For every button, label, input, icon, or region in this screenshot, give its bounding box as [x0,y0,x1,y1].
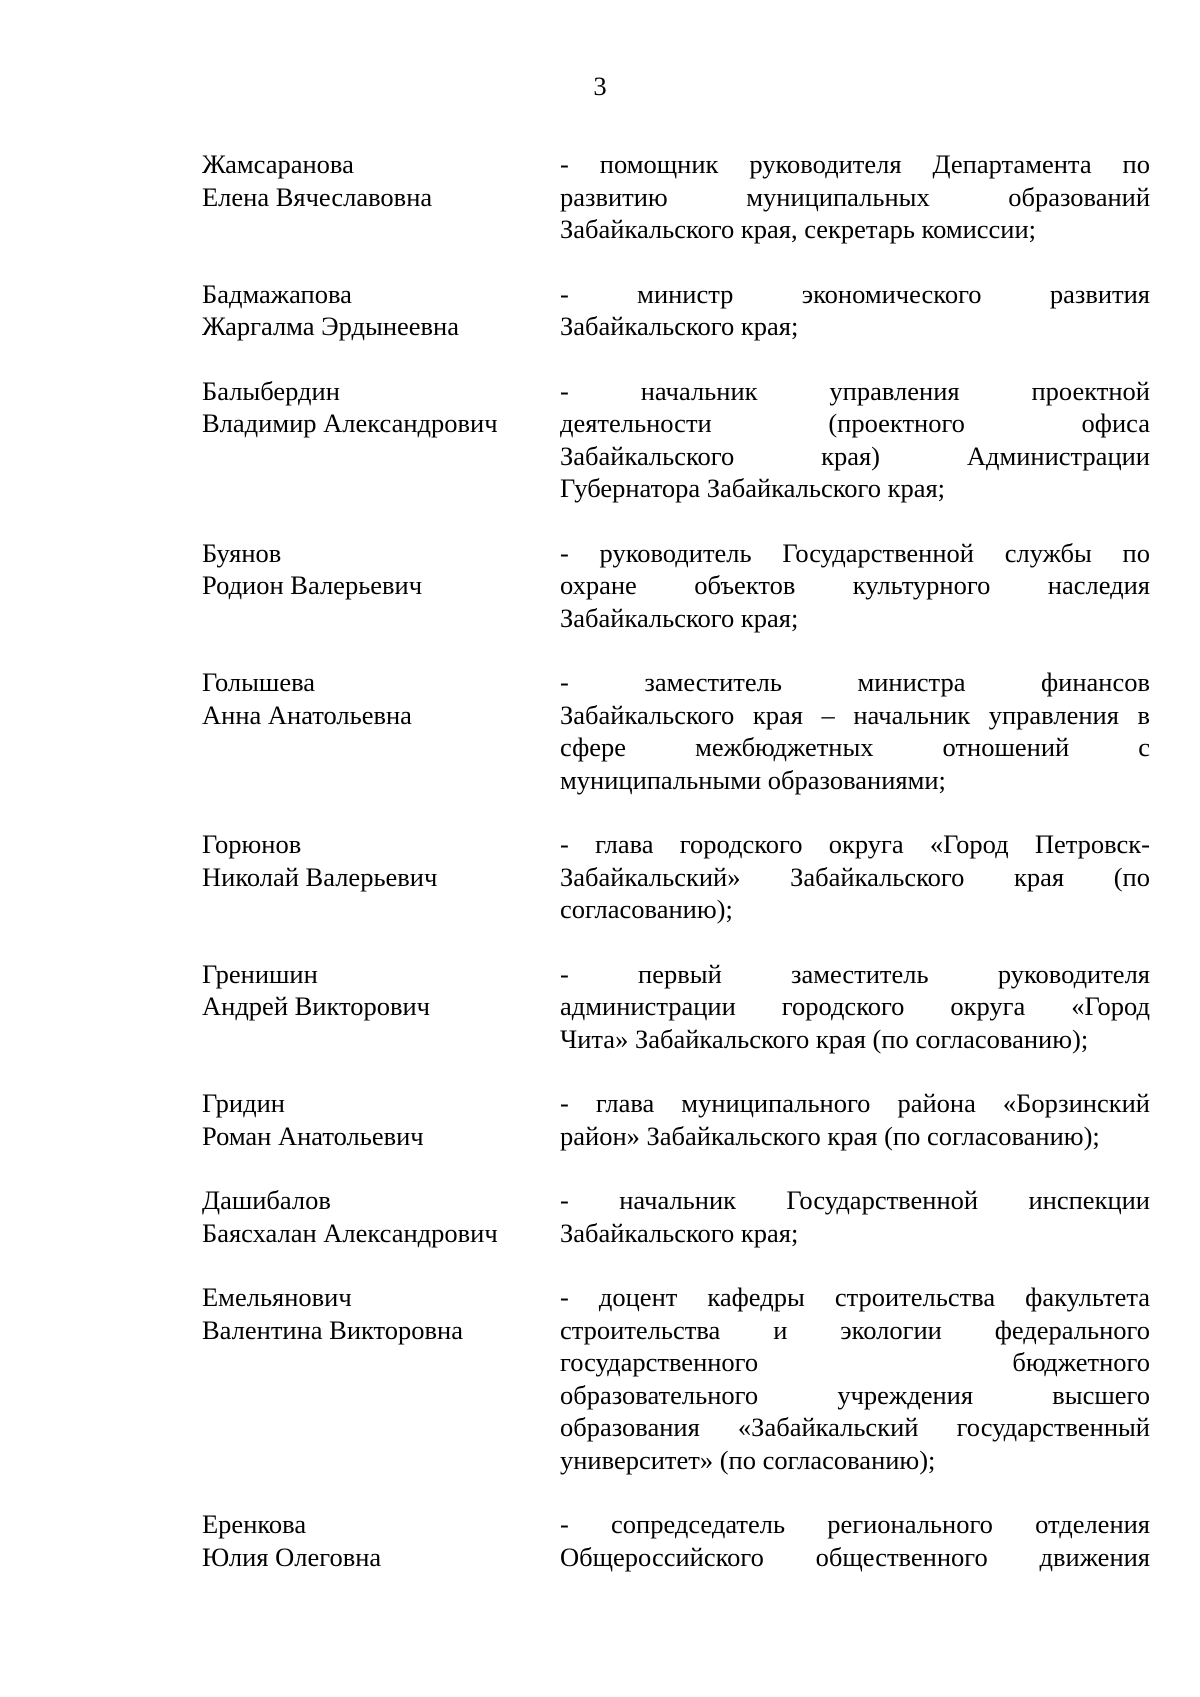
member-name-line: Голышева [202,667,316,697]
member-position-line: Забайкальского края) Администрации [560,440,1150,471]
member-position-line: - сопредседатель регионального отделения [560,1509,1150,1539]
member-name [202,537,560,635]
member-name-line: Андрей Викторович [202,991,431,1021]
member-name-line: Бадмажапова [202,278,352,309]
member-list [202,148,1150,1605]
member-name-line: Дашибалов [202,1185,331,1215]
member-name-line: Валентина Викторовна [202,1314,463,1345]
member-position-line: Забайкальского края; [560,311,799,341]
member-position [560,278,1150,343]
member-position-line: - руководитель Государственной службы по [560,537,1150,568]
member-position-line: - доцент кафедры строительства факультета [560,1282,1150,1312]
member-name [202,828,560,926]
member-position-line: образовательного учреждения высшего [560,1379,1150,1410]
member-position-line: Общероссийского общественного движения [560,1541,1150,1572]
member-position-line: Забайкальского края; [560,1217,799,1248]
member-entry [202,278,1150,343]
member-name [202,148,560,246]
member-name-line: Владимир Александрович [202,408,498,438]
member-entry [202,375,1150,505]
member-entry [202,1508,1150,1573]
member-name-line: Баясхалан Александрович [202,1217,498,1248]
member-position-line: муниципальными образованиями; [560,764,946,795]
member-name-line: Горюнов [202,829,302,859]
member-entry [202,1184,1150,1249]
member-position-line: Забайкальский» Забайкальского края (по [560,861,1150,892]
member-position-line: университет» (по согласованию); [560,1444,936,1475]
member-name [202,1184,560,1249]
page-number: 3 [593,71,607,101]
member-position [560,375,1150,505]
member-position-line: - помощник руководителя Департамента по [560,149,1150,179]
member-position-line: Чита» Забайкальского края (по согласованию); [560,1023,1089,1054]
member-position [560,1281,1150,1476]
member-position [560,958,1150,1056]
member-name-line: Роман Анатольевич [202,1120,424,1151]
member-position [560,1508,1150,1573]
member-entry [202,828,1150,926]
member-name-line: Жамсаранова [202,149,354,179]
member-position [560,666,1150,796]
member-name-line: Гридин [202,1088,285,1118]
member-position-line: деятельности (проектного офиса [560,408,1150,438]
member-entry [202,958,1150,1056]
member-name [202,1508,560,1573]
member-position-line: согласованию); [560,894,733,924]
member-name-line: Балыбердин [202,375,340,406]
member-position-line: Забайкальского края – начальник управления в [560,699,1150,730]
member-name-line: Гренишин [202,958,318,989]
member-name [202,1087,560,1152]
member-position-line: - первый заместитель руководителя [560,958,1150,989]
member-name-line: Николай Валерьевич [202,861,438,892]
member-position [560,1184,1150,1249]
member-name [202,958,560,1056]
member-position-line: развитию муниципальных образований [560,181,1150,212]
member-position-line: - глава городского округа «Город Петровск- [560,829,1150,859]
member-name [202,1281,560,1476]
member-position-line: - начальник управления проектной [560,375,1150,406]
member-position-line: администрации городского округа «Город [560,991,1150,1021]
member-position [560,148,1150,246]
member-position-line: сфере межбюджетных отношений с [560,732,1150,762]
member-name-line: Жаргалма Эрдынеевна [202,311,460,341]
member-entry [202,1281,1150,1476]
member-name-line: Анна Анатольевна [202,699,412,730]
member-position-line: государственного бюджетного [560,1347,1150,1377]
member-position [560,1087,1150,1152]
member-position-line: - глава муниципального района «Борзинский [560,1088,1150,1118]
member-name [202,278,560,343]
member-position-line: - министр экономического развития [560,278,1150,309]
member-position-line: Забайкальского края, секретарь комиссии; [560,214,1037,244]
member-name [202,375,560,505]
member-position [560,828,1150,926]
member-position-line: - заместитель министра финансов [560,667,1150,697]
member-name [202,666,560,796]
member-name-line: Елена Вячеславовна [202,181,433,212]
member-name-line: Юлия Олеговна [202,1541,382,1572]
member-position-line: строительства и экологии федерального [560,1314,1150,1345]
member-position-line: охране объектов культурного наследия [560,570,1150,600]
member-entry [202,537,1150,635]
member-entry [202,666,1150,796]
member-name-line: Буянов [202,537,282,568]
member-entry [202,1087,1150,1152]
member-name-line: Емельянович [202,1282,352,1312]
member-position-line: образования «Забайкальский государственный [560,1412,1150,1442]
member-name-line: Родион Валерьевич [202,570,423,600]
member-position-line: район» Забайкальского края (по согласованию); [560,1120,1100,1151]
member-position-line: - начальник Государственной инспекции [560,1185,1150,1215]
member-entry [202,148,1150,246]
member-position-line: Губернатора Забайкальского края; [560,473,946,503]
member-position [560,537,1150,635]
member-position-line: Забайкальского края; [560,602,799,633]
member-name-line: Еренкова [202,1509,307,1539]
